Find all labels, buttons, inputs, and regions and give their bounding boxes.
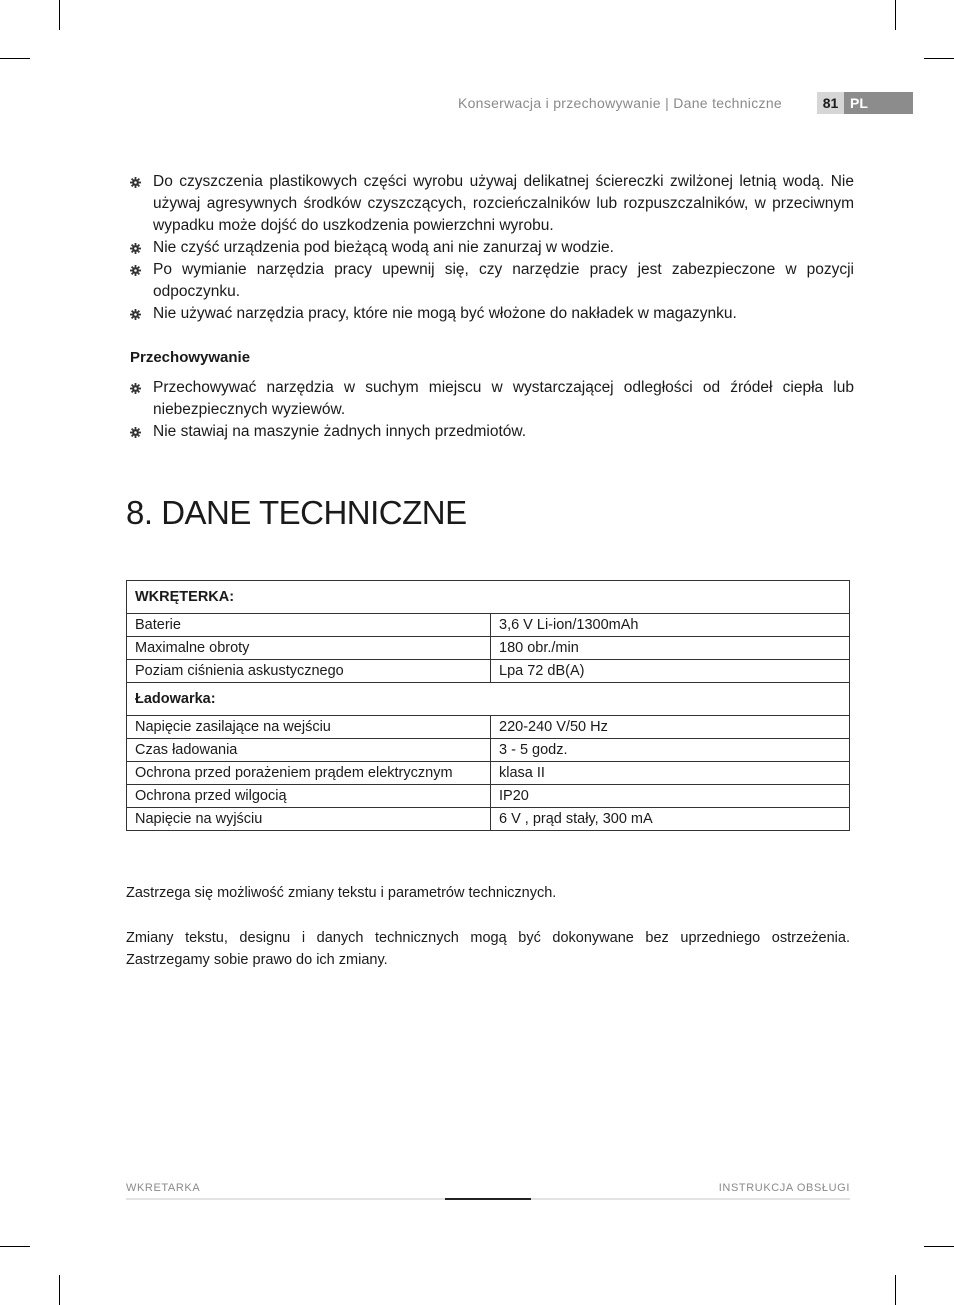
list-item [130,377,854,421]
storage-heading: Przechowywanie [130,349,251,366]
table-row [127,660,850,683]
gear-bullet-icon [130,243,141,254]
table-row [127,637,850,660]
table-row [127,808,850,831]
spec-label: Ochrona przed wilgocią [127,785,491,808]
running-header: Konserwacja i przechowywanie | Dane techniczne [457,95,782,111]
spec-value: 6 V , prąd stały, 300 mA [491,808,850,831]
gear-bullet-icon [130,427,141,438]
table-row [127,762,850,785]
list-item-text: Przechowywać narzędzia w suchym miejscu w wystarczającej odległości od źródeł ciepła lub niebezpiecznych wyziewów. [153,379,854,418]
spec-value: Lpa 72 dB(A) [491,660,850,683]
table-row [127,739,850,762]
gear-bullet-icon [130,265,141,276]
spec-label: Maximalne obroty [127,637,491,660]
list-item [130,303,854,325]
spec-label: Baterie [127,614,491,637]
table-row [127,716,850,739]
footer-manual: INSTRUKCJA OBSŁUGI [718,1182,850,1194]
section-title: 8. DANE TECHNICZNE [126,494,467,531]
spec-value: klasa II [491,762,850,785]
spec-label: Napięcie zasilające na wejściu [127,716,491,739]
changes-note: Zmiany tekstu, designu i danych technicznych mogą być dokonywane bez uprzedniego ostrzeżenia. Zastrzegamy sobie prawo do ich zmiany. [126,930,850,968]
spec-value: 3,6 V Li-ion/1300mAh [491,614,850,637]
gear-bullet-icon [130,309,141,320]
language-code: PL [844,92,913,114]
crop-mark [59,0,60,30]
spec-label: Ochrona przed porażeniem prądem elektrycznym [127,762,491,785]
spec-value: 3 - 5 godz. [491,739,850,762]
crop-mark [895,0,896,30]
gear-bullet-icon [130,177,141,188]
footer-product: WKRETARKA [126,1182,201,1194]
spec-label: Czas ładowania [127,739,491,762]
list-item [130,259,854,303]
crop-mark [0,1246,30,1247]
page-number: 81 [817,92,844,114]
list-item-text: Do czyszczenia plastikowych części wyrobu używaj delikatnej ściereczki zwilżonej letnią wodą. Nie używaj agresywnych środków czyszczących, rozcieńczalników lub rozpuszczalników, w przeciwnym wypadku może dojść do uszkodzenia powierzchni wyrobu. [153,173,854,234]
spec-label: Napięcie na wyjściu [127,808,491,831]
table-group-row [127,683,850,716]
page-badge [817,92,913,114]
list-item-text: Po wymianie narzędzia pracy upewnij się, czy narzędzie pracy jest zabezpieczone w pozycji odpoczynku. [153,261,854,300]
list-item-text: Nie stawiaj na maszynie żadnych innych przedmiotów. [153,423,527,440]
list-item [130,237,854,259]
spec-label: Poziam ciśnienia askustycznego [127,660,491,683]
storage-list [130,377,854,443]
reservation-note: Zastrzega się możliwość zmiany tekstu i parametrów technicznych. [126,885,557,901]
spec-value: IP20 [491,785,850,808]
list-item [130,171,854,237]
screwdriver-heading: WKRĘTERKA: [127,581,850,614]
cleaning-list [130,171,854,325]
list-item-text: Nie czyść urządzenia pod bieżącą wodą ani nie zanurzaj w wodzie. [153,239,614,256]
table-row [127,614,850,637]
list-item-text: Nie używać narzędzia pracy, które nie mogą być włożone do nakładek w magazynku. [153,305,737,322]
crop-mark [924,1246,954,1247]
crop-mark [895,1275,896,1305]
crop-mark [59,1275,60,1305]
spec-value: 180 obr./min [491,637,850,660]
footer-divider-accent [445,1198,531,1200]
list-item [130,421,854,443]
spec-value: 220-240 V/50 Hz [491,716,850,739]
spec-table [126,580,850,831]
table-group-row [127,581,850,614]
crop-mark [0,58,30,59]
charger-heading: Ładowarka: [127,683,850,716]
gear-bullet-icon [130,383,141,394]
crop-mark [924,58,954,59]
table-row [127,785,850,808]
